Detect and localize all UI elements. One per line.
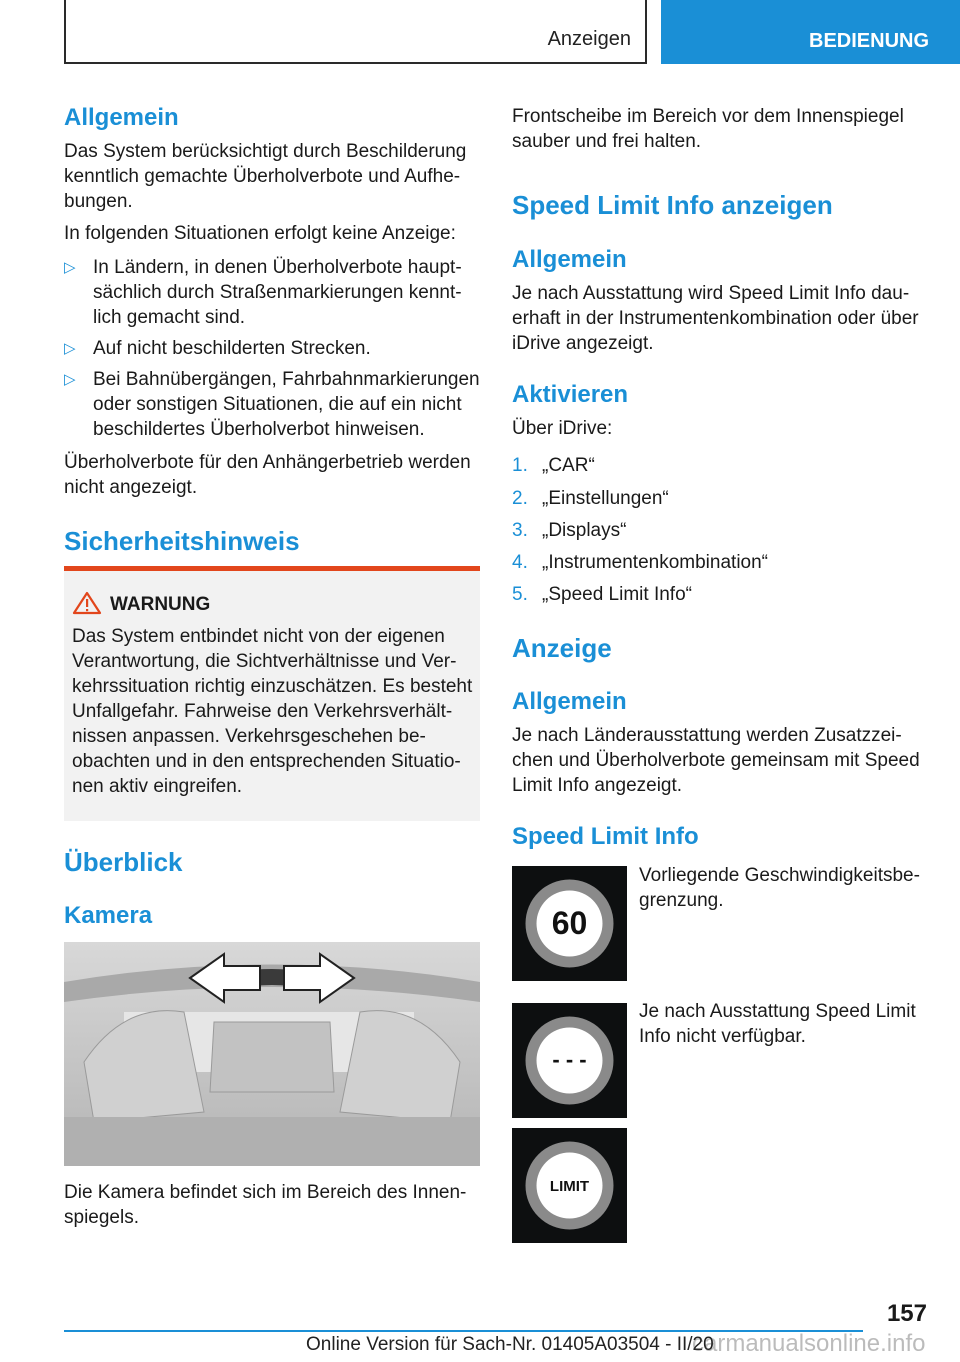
heading-allgemein-anzeige: Allgemein — [512, 688, 627, 715]
step-number: 3. — [512, 520, 528, 541]
step-number: 4. — [512, 552, 528, 573]
step-item — [512, 453, 932, 479]
heading-aktivieren: Aktivieren — [512, 381, 629, 408]
bullet-marker-icon: ▷ — [64, 259, 76, 276]
bullet-marker-icon: ▷ — [64, 340, 76, 357]
heading-ueberblick: Überblick — [64, 847, 183, 877]
speed-limit-limit-icon — [512, 1128, 627, 1243]
header-chapter-tab — [661, 0, 960, 64]
footer-version-text: Online Version für Sach-Nr. 01405A03504 - II/20 — [306, 1334, 714, 1355]
warning-accent-bar — [64, 566, 480, 571]
paragraph-frontscheibe: Frontscheibe im Bereich vor dem Innenspiegel sauber und frei halten. — [512, 106, 904, 152]
header-section-title: Anzeigen — [547, 28, 631, 50]
step-text: „Speed Limit Info“ — [542, 584, 692, 605]
step-number: 2. — [512, 488, 528, 509]
paragraph-anhaenger: Überholverbote für den Anhängerbetrieb werden nicht angezeigt. — [64, 452, 471, 498]
paragraph-ueber-idrive: Über iDrive: — [512, 418, 613, 439]
header-chapter-label: BEDIENUNG — [809, 30, 930, 52]
warning-title: WARNUNG — [110, 594, 211, 615]
warning-box — [64, 566, 480, 821]
speed-limit-60-icon — [512, 866, 627, 981]
bullet-marker-icon: ▷ — [64, 371, 76, 388]
heading-speed-limit-info-anzeigen: Speed Limit Info anzeigen — [512, 190, 833, 220]
paragraph-keine-anzeige: In folgenden Situationen erfolgt keine Anzeige: — [64, 223, 456, 244]
sign-60-description: Vorliegende Geschwindigkeitsbegrenzung. — [639, 865, 920, 911]
heading-allgemein: Allgemein — [64, 104, 179, 131]
step-text: „Einstellungen“ — [542, 488, 669, 509]
bullet-text: Auf nicht beschilderten Strecken. — [93, 338, 371, 359]
page-number: 157 — [886, 1300, 927, 1327]
paragraph-beschilderung: Das System berücksichtigt durch Beschilderung kenntlich gemachte Überholverbote und Aufhebungen. — [64, 141, 467, 212]
step-text: „Displays“ — [542, 520, 627, 541]
bullet-item — [64, 367, 480, 443]
heading-allgemein-sli: Allgemein — [512, 246, 627, 273]
header-frame — [64, 0, 647, 64]
step-item — [512, 486, 932, 512]
step-item — [512, 550, 932, 576]
sign-60-value: 60 — [551, 905, 588, 941]
heading-speed-limit-info: Speed Limit Info — [512, 823, 699, 850]
sign-unavailable-value: - - - — [552, 1047, 587, 1072]
camera-caption: Die Kamera befindet sich im Bereich des Innenspiegels. — [64, 1182, 467, 1228]
step-text: „CAR“ — [542, 455, 595, 476]
camera-location-image — [64, 942, 480, 1166]
heading-sicherheitshinweis: Sicherheitshinweis — [64, 526, 300, 556]
bullet-text: Bei Bahnübergängen, Fahrbahnmarkierungen oder sonstigen Situationen, die auf ein nicht beschildertes Überholverbot hinweisen. — [93, 369, 480, 440]
bullet-item — [64, 336, 480, 362]
speed-limit-unavailable-icon — [512, 1003, 627, 1118]
paragraph-ausstattung: Je nach Ausstattung wird Speed Limit Info dauerhaft in der Instrumentenkombination oder über iDrive angezeigt. — [512, 283, 919, 354]
step-item — [512, 518, 932, 544]
heading-kamera: Kamera — [64, 902, 153, 929]
bullet-text: In Ländern, in denen Überholverbote hauptsächlich durch Straßenmarkierungen kenntlich gemacht sind. — [93, 257, 462, 328]
watermark: carmanualsonline.info — [692, 1330, 926, 1357]
paragraph-laenderausstattung: Je nach Länderausstattung werden Zusatzzeichen und Überholverbote gemeinsam mit Speed Limit Info angezeigt. — [512, 725, 920, 796]
warning-text: Das System entbindet nicht von der eigenen Verantwortung, die Sichtverhältnisse und Verkehrssituation richtig einzuschätzen. Es besteht Unfallgefahr. Fahrweise den Verkehrsverhältnissen anpassen. Verkehrsgeschehen beobachten und in den entsprechenden Situationen aktiv eingreifen. — [72, 626, 473, 797]
step-item — [512, 582, 932, 608]
heading-anzeige: Anzeige — [512, 633, 612, 663]
step-text: „Instrumentenkombination“ — [542, 552, 768, 573]
step-number: 1. — [512, 455, 528, 476]
warning-triangle-icon — [72, 591, 102, 615]
sign-limit-value: LIMIT — [549, 1178, 590, 1195]
sign-unavailable-description: Je nach Ausstattung Speed Limit Info nicht verfügbar. — [639, 1001, 916, 1047]
step-number: 5. — [512, 584, 528, 605]
bullet-item — [64, 255, 480, 331]
